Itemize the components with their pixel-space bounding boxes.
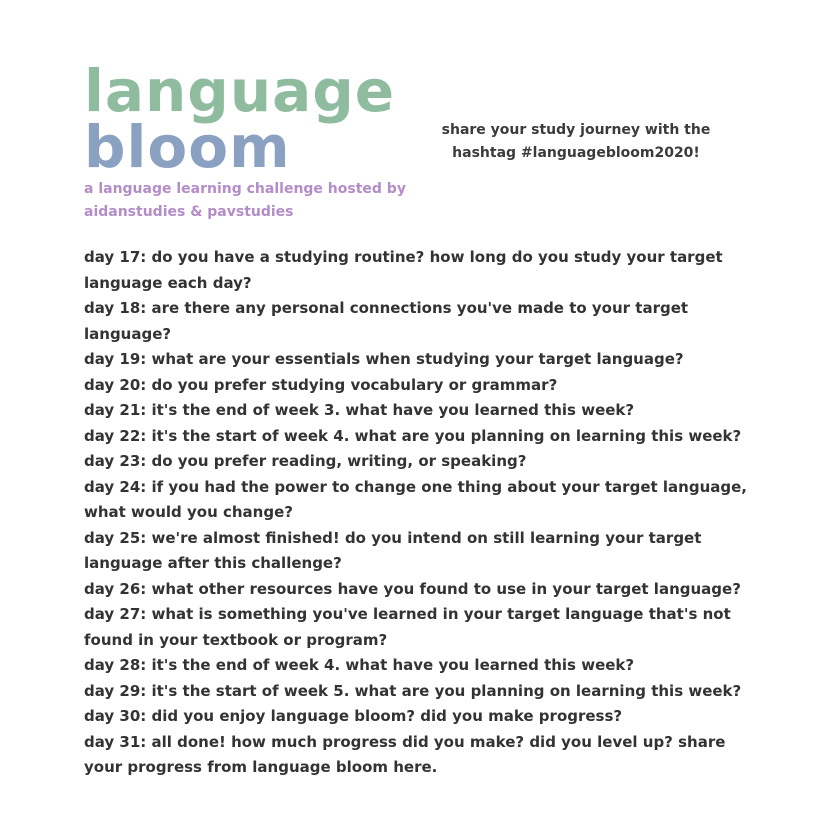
title-language: language <box>84 57 396 125</box>
hashtag-note: share your study journey with the hashtag #languagebloom2020! <box>441 122 711 161</box>
title-bloom: bloom <box>84 113 291 181</box>
day-22-prompt: day 22: it's the start of week 4. what are you planning on learning this week? <box>84 426 742 445</box>
day-29-prompt: day 29: it's the start of week 5. what are you planning on learning this week? <box>84 681 742 700</box>
subtitle-hosts: a language learning challenge hosted by aidanstudies & pavstudies <box>84 181 406 220</box>
day-28-prompt: day 28: it's the end of week 4. what have you learned this week? <box>84 656 635 674</box>
day-30-prompt: day 30: did you enjoy language bloom? did you make progress? <box>84 707 623 725</box>
day-31-prompt: day 31: all done! how much progress did you make? did you level up? share your progress from language bloom here. <box>84 732 726 776</box>
day-18-prompt: day 18: are there any personal connections you've made to your target language? <box>84 299 689 343</box>
day-19-prompt: day 19: what are your essentials when studying your target language? <box>84 350 684 368</box>
day-20-prompt: day 20: do you prefer studying vocabulary or grammar? <box>84 375 558 394</box>
day-17-prompt: day 17: do you have a studying routine? how long do you study your target language each day? <box>84 248 723 292</box>
day-25-prompt: day 25: we're almost finished! do you intend on still learning your target language after this challenge? <box>84 528 702 572</box>
day-27-prompt: day 27: what is something you've learned in your target language that's not found in your textbook or program? <box>84 605 731 649</box>
day-26-prompt: day 26: what other resources have you found to use in your target language? <box>84 579 741 598</box>
day-24-prompt: day 24: if you had the power to change one thing about your target language, what would you change? <box>84 477 747 521</box>
day-23-prompt: day 23: do you prefer reading, writing, or speaking? <box>84 452 527 470</box>
day-21-prompt: day 21: it's the end of week 3. what have you learned this week? <box>84 401 635 419</box>
day-prompt-list <box>84 245 764 781</box>
